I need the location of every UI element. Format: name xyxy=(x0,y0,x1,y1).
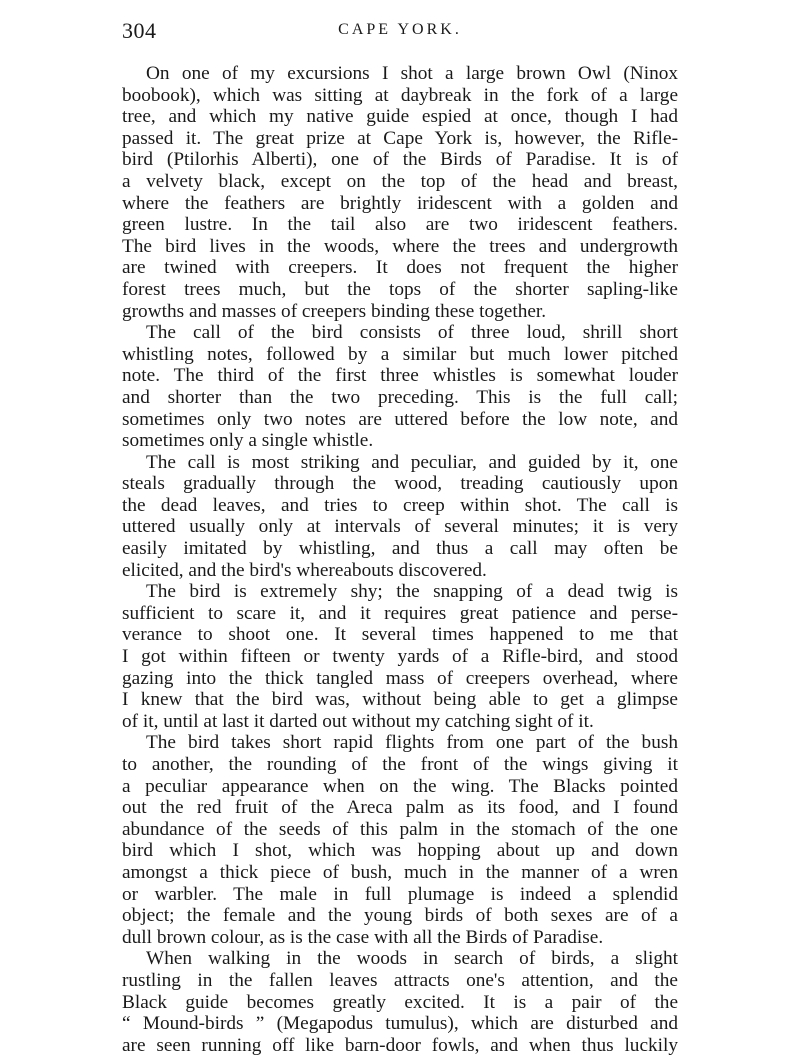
text-line: where the feathers are brightly iridescent with a golden and xyxy=(122,192,678,214)
text-line: are twined with creepers. It does not frequent the higher xyxy=(122,257,678,279)
text-line: sufficient to scare it, and it requires great patience and perse- xyxy=(122,602,678,624)
text-line: “ Mound-birds ” (Megapodus tumulus), which are disturbed and xyxy=(122,1013,678,1035)
text-line: green lustre. In the tail also are two iridescent feathers. xyxy=(122,214,678,236)
text-line: or warbler. The male in full plumage is indeed a splendid xyxy=(122,883,678,905)
text-line: tree, and which my native guide espied at once, though I had xyxy=(122,106,678,128)
page-number: 304 xyxy=(122,18,157,43)
text-line: The call is most striking and peculiar, and guided by it, one xyxy=(146,451,678,473)
text-line: a velvety black, except on the top of the head and breast, xyxy=(122,170,678,192)
text-line: On one of my excursions I shot a large brown Owl (Ninox xyxy=(146,63,678,84)
text-line: abundance of the seeds of this palm in the stomach of the one xyxy=(122,818,678,840)
text-line: I got within fifteen or twenty yards of a Rifle-bird, and stood xyxy=(122,646,678,668)
paragraph-flight xyxy=(122,732,678,948)
text-line: are seen running off like barn-door fowls, and when thus luckily xyxy=(122,1034,678,1056)
text-line: The call of the bird consists of three loud, shrill short xyxy=(146,322,678,344)
text-line: dull brown colour, as is the case with all the Birds of Paradise. xyxy=(122,926,604,948)
text-line: elicited, and the bird's whereabouts discovered. xyxy=(122,559,487,581)
text-line: easily imitated by whistling, and thus a call may often be xyxy=(122,538,678,560)
text-line: to another, the rounding of the front of the wings giving it xyxy=(122,754,678,775)
text-line: note. The third of the first three whistles is somewhat louder xyxy=(122,365,678,387)
text-line: bird which I shot, which was hopping about up and down xyxy=(122,840,678,862)
text-line: boobook), which was sitting at daybreak in the fork of a large xyxy=(122,84,678,106)
paragraph-call xyxy=(122,322,678,452)
text-line: verance to shoot one. It several times happened to me that xyxy=(122,624,678,646)
text-line: the dead leaves, and tries to creep within shot. The call is xyxy=(122,494,678,516)
text-line: bird (Ptilorhis Alberti), one of the Birds of Paradise. It is of xyxy=(122,149,678,171)
text-line: object; the female and the young birds of both sexes are of a xyxy=(122,905,678,927)
text-line: passed it. The great prize at Cape York is, however, the Rifle- xyxy=(122,127,678,149)
text-line: and shorter than the two preceding. This is the full call; xyxy=(122,386,678,408)
text-line: The bird lives in the woods, where the trees and undergrowth xyxy=(122,235,678,257)
text-line: of it, until at last it darted out without my catching sight of it. xyxy=(122,710,594,732)
paragraph-shyness xyxy=(122,581,678,732)
text-line: sometimes only two notes are uttered before the low note, and xyxy=(122,408,678,430)
text-line: out the red fruit of the Areca palm as its food, and I found xyxy=(122,797,678,819)
paragraph-stalking xyxy=(122,452,678,582)
paragraph-owl-riflebird xyxy=(122,63,678,322)
text-line: uttered usually only at intervals of several minutes; it is very xyxy=(122,516,678,538)
text-line: a peculiar appearance when on the wing. The Blacks pointed xyxy=(122,775,678,797)
text-line: sometimes only a single whistle. xyxy=(122,430,374,452)
text-line: The bird is extremely shy; the snapping of a dead twig is xyxy=(146,581,678,603)
text-line: Black guide becomes greatly excited. It is a pair of the xyxy=(122,991,678,1013)
text-line: The bird takes short rapid flights from one part of the bush xyxy=(146,732,678,754)
text-line: whistling notes, followed by a similar but much lower pitched xyxy=(122,343,678,365)
text-line: steals gradually through the wood, treading cautiously upon xyxy=(122,473,678,495)
running-head: CAPE YORK. xyxy=(338,21,462,38)
text-line: I knew that the bird was, without being able to get a glimpse xyxy=(122,689,678,711)
text-line: rustling in the fallen leaves attracts one's attention, and the xyxy=(122,969,678,991)
text-line: amongst a thick piece of bush, much in the manner of a wren xyxy=(122,861,678,883)
page-header xyxy=(120,18,680,48)
paragraph-mound-birds xyxy=(122,948,678,1056)
body-text xyxy=(122,63,678,1056)
text-line: gazing into the thick tangled mass of creepers overhead, where xyxy=(122,667,678,689)
text-line: growths and masses of creepers binding these together. xyxy=(122,300,547,322)
text-line: forest trees much, but the tops of the shorter sapling-like xyxy=(122,278,678,300)
text-line: When walking in the woods in search of birds, a slight xyxy=(146,948,678,970)
